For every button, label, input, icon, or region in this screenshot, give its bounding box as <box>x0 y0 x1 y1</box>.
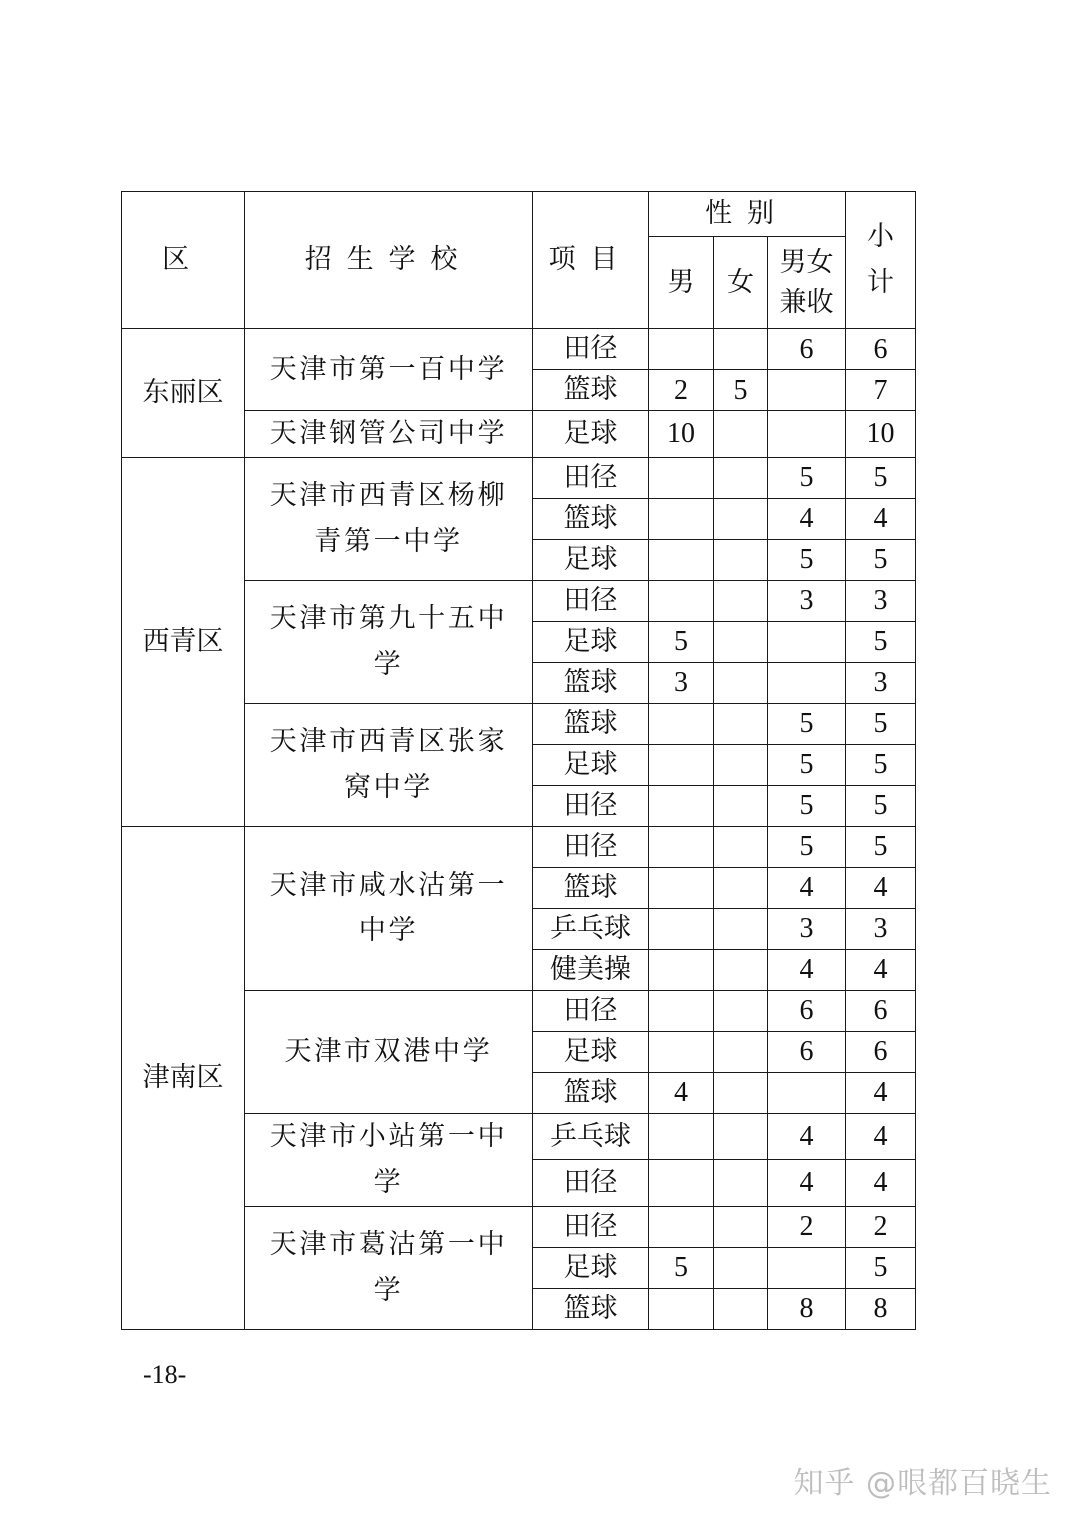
both-count-cell <box>768 949 846 990</box>
school-name: 天津市双港中学 <box>284 1035 493 1067</box>
district-name: 津南区 <box>142 1061 224 1093</box>
school-name-cell <box>245 457 533 580</box>
both-count-cell <box>768 498 846 539</box>
sport-name: 田径 <box>563 333 618 365</box>
male-count-cell <box>649 539 714 580</box>
male-count-cell <box>649 703 714 744</box>
sport-name-cell <box>533 990 649 1031</box>
female-count-cell <box>714 1031 768 1072</box>
sport-name-cell <box>533 411 649 458</box>
subtotal-count: 4 <box>873 872 888 904</box>
sport-name: 篮球 <box>563 667 618 699</box>
school-name-cell <box>245 329 533 411</box>
subtotal-count: 5 <box>873 626 888 658</box>
male-count-cell <box>649 867 714 908</box>
both-count: 4 <box>799 1121 814 1153</box>
subtotal-count: 6 <box>873 1036 888 1068</box>
male-count-cell <box>649 329 714 370</box>
female-count-cell <box>714 744 768 785</box>
header-male <box>649 237 714 329</box>
male-count-cell <box>649 662 714 703</box>
sport-name: 田径 <box>563 1167 618 1199</box>
table-row <box>122 826 916 867</box>
male-count-cell <box>649 990 714 1031</box>
sport-name: 田径 <box>563 995 618 1027</box>
both-count: 5 <box>799 544 814 576</box>
sport-name: 足球 <box>563 749 618 781</box>
subtotal-count: 3 <box>873 667 888 699</box>
sport-name: 篮球 <box>563 374 618 406</box>
subtotal-count-cell <box>846 1288 916 1329</box>
school-name-cell <box>245 703 533 826</box>
subtotal-count-cell <box>846 1072 916 1113</box>
header-male-label: 男 <box>667 266 695 298</box>
subtotal-count-cell <box>846 1031 916 1072</box>
subtotal-count-cell <box>846 990 916 1031</box>
both-count: 5 <box>799 790 814 822</box>
both-count: 6 <box>799 1036 814 1068</box>
subtotal-count-cell <box>846 662 916 703</box>
female-count-cell <box>714 539 768 580</box>
both-count-cell <box>768 826 846 867</box>
male-count-cell <box>649 498 714 539</box>
both-count-cell <box>768 744 846 785</box>
sport-name-cell <box>533 703 649 744</box>
female-count-cell <box>714 498 768 539</box>
subtotal-count-cell <box>846 744 916 785</box>
subtotal-count-cell <box>846 498 916 539</box>
both-count-cell <box>768 329 846 370</box>
male-count: 5 <box>674 1252 688 1284</box>
female-count-cell <box>714 662 768 703</box>
sport-name-cell <box>533 1247 649 1288</box>
subtotal-count: 6 <box>873 333 888 365</box>
sport-name: 足球 <box>563 1036 618 1068</box>
both-count-cell <box>768 908 846 949</box>
sport-name-cell <box>533 539 649 580</box>
subtotal-count: 5 <box>873 790 888 822</box>
sport-name: 篮球 <box>563 872 618 904</box>
male-count-cell <box>649 411 714 458</box>
both-count: 3 <box>799 913 814 945</box>
header-female-label: 女 <box>727 266 754 298</box>
header-row <box>122 192 916 237</box>
enrollment-table <box>121 191 916 1330</box>
both-count: 6 <box>799 995 814 1027</box>
sport-name: 足球 <box>563 418 618 450</box>
subtotal-count: 6 <box>873 995 888 1027</box>
subtotal-count-cell <box>846 703 916 744</box>
sport-name: 篮球 <box>563 708 618 740</box>
sport-name-cell <box>533 1031 649 1072</box>
sport-name-cell <box>533 621 649 662</box>
subtotal-count: 7 <box>873 374 888 406</box>
male-count-cell <box>649 580 714 621</box>
sport-name: 篮球 <box>563 503 618 535</box>
subtotal-count-cell <box>846 621 916 662</box>
male-count-cell <box>649 1072 714 1113</box>
both-count: 6 <box>799 333 814 365</box>
sport-name-cell <box>533 329 649 370</box>
both-count: 4 <box>799 503 814 535</box>
female-count-cell <box>714 1160 768 1206</box>
district-name: 西青区 <box>142 626 224 658</box>
school-name: 天津市第一百中学 <box>269 353 508 385</box>
school-name-cell <box>245 411 533 458</box>
subtotal-count-cell <box>846 457 916 498</box>
subtotal-count: 8 <box>873 1293 888 1325</box>
both-count: 8 <box>799 1293 814 1325</box>
subtotal-count: 5 <box>873 462 888 494</box>
subtotal-count-cell <box>846 826 916 867</box>
school-name: 天津市西青区张家窝中学 <box>269 726 508 803</box>
male-count: 2 <box>674 374 688 406</box>
male-count: 10 <box>667 418 695 450</box>
subtotal-count: 4 <box>873 503 888 535</box>
subtotal-count: 5 <box>873 708 888 740</box>
header-school-label: 招生学校 <box>304 244 473 276</box>
sport-name-cell <box>533 867 649 908</box>
both-count: 2 <box>799 1211 814 1243</box>
sport-name: 足球 <box>563 626 618 658</box>
subtotal-count-cell <box>846 785 916 826</box>
school-name: 天津市葛沽第一中学 <box>269 1228 508 1306</box>
sport-name: 足球 <box>563 1251 618 1283</box>
school-name: 天津市第九十五中学 <box>269 603 508 680</box>
female-count-cell <box>714 1247 768 1288</box>
female-count-cell <box>714 908 768 949</box>
header-school <box>245 192 533 329</box>
sport-name-cell <box>533 1160 649 1206</box>
subtotal-count: 4 <box>873 954 888 986</box>
header-gender <box>649 192 846 237</box>
header-project-label: 项目 <box>548 244 633 276</box>
subtotal-count-cell <box>846 370 916 411</box>
female-count-cell <box>714 1113 768 1159</box>
table-row <box>122 329 916 370</box>
sport-name-cell <box>533 1072 649 1113</box>
female-count-cell <box>714 785 768 826</box>
subtotal-count-cell <box>846 1113 916 1159</box>
sport-name: 田径 <box>563 585 618 617</box>
female-count-cell <box>714 370 768 411</box>
both-count: 4 <box>799 954 814 986</box>
male-count-cell <box>649 1247 714 1288</box>
subtotal-count: 5 <box>873 749 888 781</box>
header-both-label: 男女兼收 <box>779 247 834 318</box>
header-project <box>533 192 649 329</box>
subtotal-count: 4 <box>873 1077 888 1109</box>
both-count-cell <box>768 411 846 458</box>
sport-name: 篮球 <box>563 1292 618 1324</box>
subtotal-count-cell <box>846 1247 916 1288</box>
both-count-cell <box>768 539 846 580</box>
subtotal-count-cell <box>846 1206 916 1247</box>
sport-name: 田径 <box>563 1210 618 1242</box>
district-name-cell <box>122 329 245 458</box>
male-count-cell <box>649 826 714 867</box>
subtotal-count: 5 <box>873 831 888 863</box>
both-count-cell <box>768 785 846 826</box>
subtotal-count-cell <box>846 949 916 990</box>
both-count: 5 <box>799 462 814 494</box>
male-count-cell <box>649 1113 714 1159</box>
female-count-cell <box>714 457 768 498</box>
both-count-cell <box>768 867 846 908</box>
subtotal-count: 10 <box>866 418 895 450</box>
sport-name-cell <box>533 949 649 990</box>
both-count-cell <box>768 457 846 498</box>
header-subtotal-label: 小计 <box>867 221 894 298</box>
both-count: 5 <box>799 831 814 863</box>
sport-name-cell <box>533 908 649 949</box>
sport-name: 乒乓球 <box>550 1120 631 1152</box>
male-count-cell <box>649 1160 714 1206</box>
school-name: 天津钢管公司中学 <box>269 418 508 449</box>
subtotal-count-cell <box>846 908 916 949</box>
school-name-cell <box>245 826 533 990</box>
both-count: 3 <box>799 585 814 617</box>
subtotal-count: 3 <box>873 585 888 617</box>
district-name-cell <box>122 457 245 826</box>
both-count-cell <box>768 1206 846 1247</box>
both-count-cell <box>768 1031 846 1072</box>
both-count: 4 <box>799 872 814 904</box>
subtotal-count: 3 <box>873 913 888 945</box>
header-district-label: 区 <box>162 244 204 276</box>
sport-name-cell <box>533 826 649 867</box>
sport-name-cell <box>533 1206 649 1247</box>
sport-name-cell <box>533 498 649 539</box>
male-count-cell <box>649 908 714 949</box>
both-count-cell <box>768 621 846 662</box>
sport-name: 健美操 <box>550 954 631 986</box>
header-gender-label: 性别 <box>705 198 789 230</box>
male-count-cell <box>649 785 714 826</box>
school-name-cell <box>245 1206 533 1329</box>
subtotal-count-cell <box>846 329 916 370</box>
district-name: 东丽区 <box>142 377 224 409</box>
header-subtotal <box>846 192 916 329</box>
subtotal-count-cell <box>846 539 916 580</box>
school-name-cell <box>245 990 533 1113</box>
both-count-cell <box>768 370 846 411</box>
page-number: -18- <box>143 1360 187 1389</box>
sport-name-cell <box>533 370 649 411</box>
subtotal-count: 4 <box>873 1121 888 1153</box>
both-count-cell <box>768 662 846 703</box>
male-count-cell <box>649 1031 714 1072</box>
sport-name-cell <box>533 785 649 826</box>
subtotal-count: 5 <box>873 544 888 576</box>
sport-name: 乒乓球 <box>550 913 631 945</box>
male-count-cell <box>649 370 714 411</box>
school-name-cell <box>245 1113 533 1206</box>
school-name: 天津市西青区杨柳青第一中学 <box>269 480 508 557</box>
female-count: 5 <box>733 374 748 406</box>
watermark: 知乎 @哏都百晓生 <box>793 1466 1052 1501</box>
female-count-cell <box>714 621 768 662</box>
subtotal-count: 2 <box>873 1211 888 1243</box>
male-count: 5 <box>674 626 688 658</box>
school-name: 天津市咸水沽第一中学 <box>269 869 508 947</box>
male-count-cell <box>649 744 714 785</box>
subtotal-count-cell <box>846 867 916 908</box>
female-count-cell <box>714 580 768 621</box>
female-count-cell <box>714 1206 768 1247</box>
sport-name: 田径 <box>563 462 618 494</box>
district-name-cell <box>122 826 245 1329</box>
both-count-cell <box>768 1160 846 1206</box>
subtotal-count-cell <box>846 411 916 458</box>
subtotal-count-cell <box>846 1160 916 1206</box>
subtotal-count: 5 <box>873 1252 888 1284</box>
female-count-cell <box>714 867 768 908</box>
both-count-cell <box>768 1113 846 1159</box>
sport-name-cell <box>533 744 649 785</box>
both-count-cell <box>768 1288 846 1329</box>
female-count-cell <box>714 1288 768 1329</box>
school-name-cell <box>245 580 533 703</box>
female-count-cell <box>714 703 768 744</box>
both-count: 4 <box>799 1167 814 1199</box>
male-count: 3 <box>674 667 688 699</box>
male-count: 4 <box>674 1077 688 1109</box>
subtotal-count-cell <box>846 580 916 621</box>
sport-name-cell <box>533 662 649 703</box>
sport-name: 足球 <box>563 544 618 576</box>
subtotal-count: 4 <box>873 1167 888 1199</box>
sport-name-cell <box>533 1288 649 1329</box>
female-count-cell <box>714 826 768 867</box>
both-count-cell <box>768 703 846 744</box>
sport-name: 田径 <box>563 790 618 822</box>
sport-name: 篮球 <box>563 1077 618 1109</box>
male-count-cell <box>649 621 714 662</box>
header-both <box>768 237 846 329</box>
female-count-cell <box>714 949 768 990</box>
female-count-cell <box>714 990 768 1031</box>
header-female <box>714 237 768 329</box>
male-count-cell <box>649 1288 714 1329</box>
table-row <box>122 457 916 498</box>
male-count-cell <box>649 949 714 990</box>
sport-name-cell <box>533 1113 649 1159</box>
both-count: 5 <box>799 749 814 781</box>
both-count-cell <box>768 1072 846 1113</box>
sport-name-cell <box>533 457 649 498</box>
school-name: 天津市小站第一中学 <box>269 1120 508 1198</box>
male-count-cell <box>649 1206 714 1247</box>
both-count: 5 <box>799 708 814 740</box>
female-count-cell <box>714 329 768 370</box>
sport-name-cell <box>533 580 649 621</box>
male-count-cell <box>649 457 714 498</box>
female-count-cell <box>714 411 768 458</box>
both-count-cell <box>768 580 846 621</box>
both-count-cell <box>768 990 846 1031</box>
sport-name: 田径 <box>563 831 618 863</box>
female-count-cell <box>714 1072 768 1113</box>
header-district <box>122 192 245 329</box>
both-count-cell <box>768 1247 846 1288</box>
